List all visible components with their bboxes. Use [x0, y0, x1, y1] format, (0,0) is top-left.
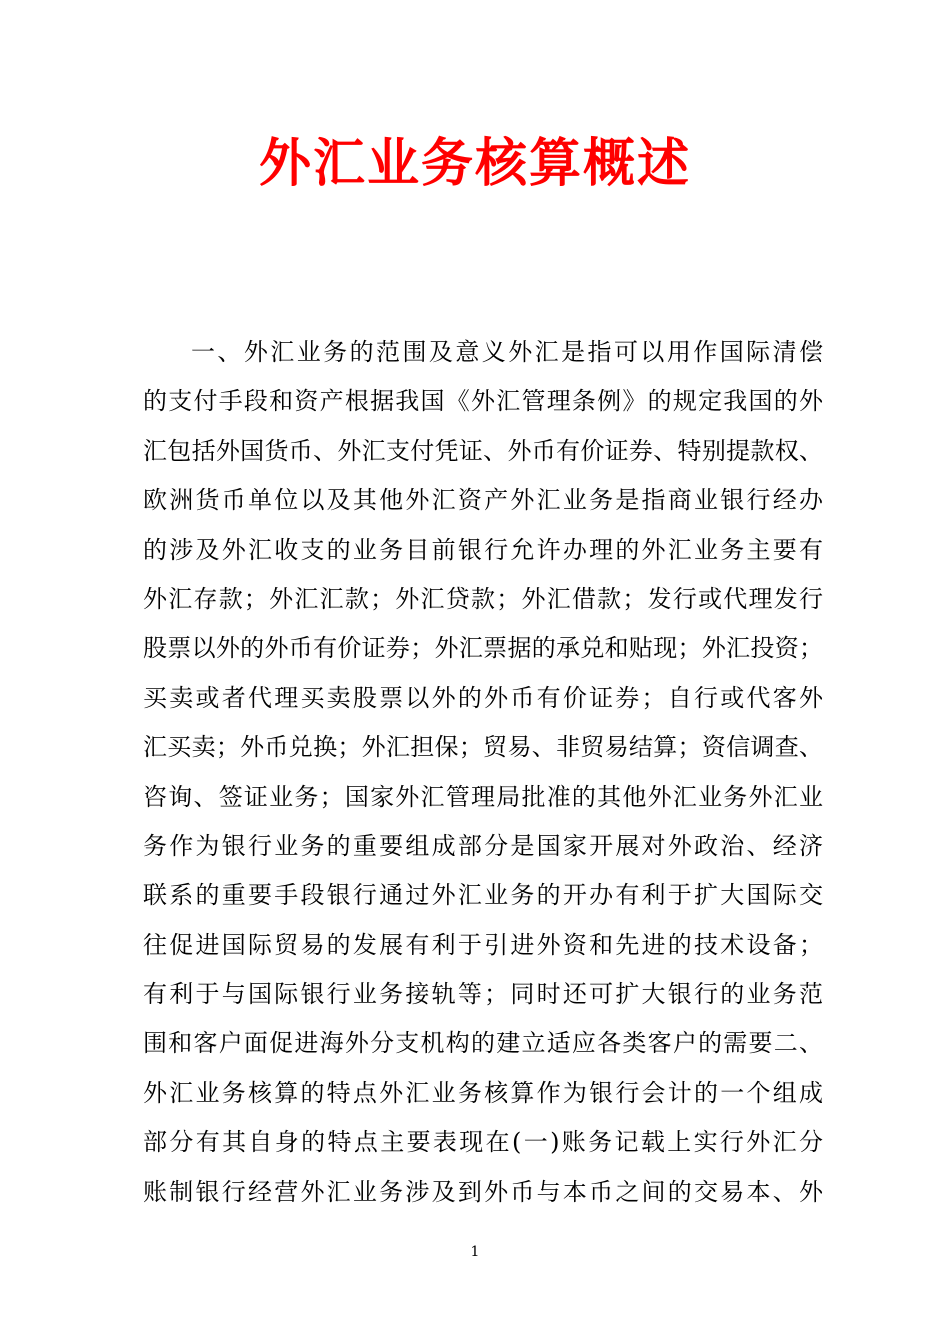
text-line: 往促进国际贸易的发展有利于引进外资和先进的技术设备；	[143, 930, 823, 959]
text-line: 欧洲货币单位以及其他外汇资产外汇业务是指商业银行经办	[143, 486, 823, 515]
text-line: 的涉及外汇收支的业务目前银行允许办理的外汇业务主要有	[143, 535, 823, 564]
text-line: 围和客户面促进海外分支机构的建立适应各类客户的需要二、	[143, 1029, 823, 1058]
text-line: 务作为银行业务的重要组成部分是国家开展对外政治、经济	[143, 831, 823, 860]
text-line: 一、外汇业务的范围及意义外汇是指可以用作国际清偿	[191, 338, 823, 366]
document-title: 外汇业务核算概述	[258, 134, 691, 194]
text-line: 咨询、签证业务；国家外汇管理局批准的其他外汇业务外汇业	[143, 782, 823, 811]
text-line: 汇买卖；外币兑换；外汇担保；贸易、非贸易结算；资信调查、	[143, 733, 823, 762]
text-line: 股票以外的外币有价证券；外汇票据的承兑和贴现；外汇投资；	[143, 634, 823, 663]
text-line: 有利于与国际银行业务接轨等；同时还可扩大银行的业务范	[143, 980, 823, 1009]
text-line: 汇包括外国货币、外汇支付凭证、外币有价证券、特别提款权、	[143, 436, 823, 465]
text-line: 联系的重要手段银行通过外汇业务的开办有利于扩大国际交	[143, 881, 823, 910]
text-line: 账制银行经营外汇业务涉及到外币与本币之间的交易本、外	[143, 1177, 823, 1206]
text-line: 外汇业务核算的特点外汇业务核算作为银行会计的一个组成	[143, 1078, 823, 1107]
text-line: 部分有其自身的特点主要表现在(一)账务记载上实行外汇分	[143, 1128, 823, 1157]
body-text	[143, 328, 823, 1217]
text-line: 买卖或者代理买卖股票以外的外币有价证券；自行或代客外	[143, 683, 823, 712]
page-number: 1	[470, 1244, 480, 1260]
text-line: 外汇存款；外汇汇款；外汇贷款；外汇借款；发行或代理发行	[143, 584, 823, 613]
text-line: 的支付手段和资产根据我国《外汇管理条例》的规定我国的外	[143, 387, 823, 416]
